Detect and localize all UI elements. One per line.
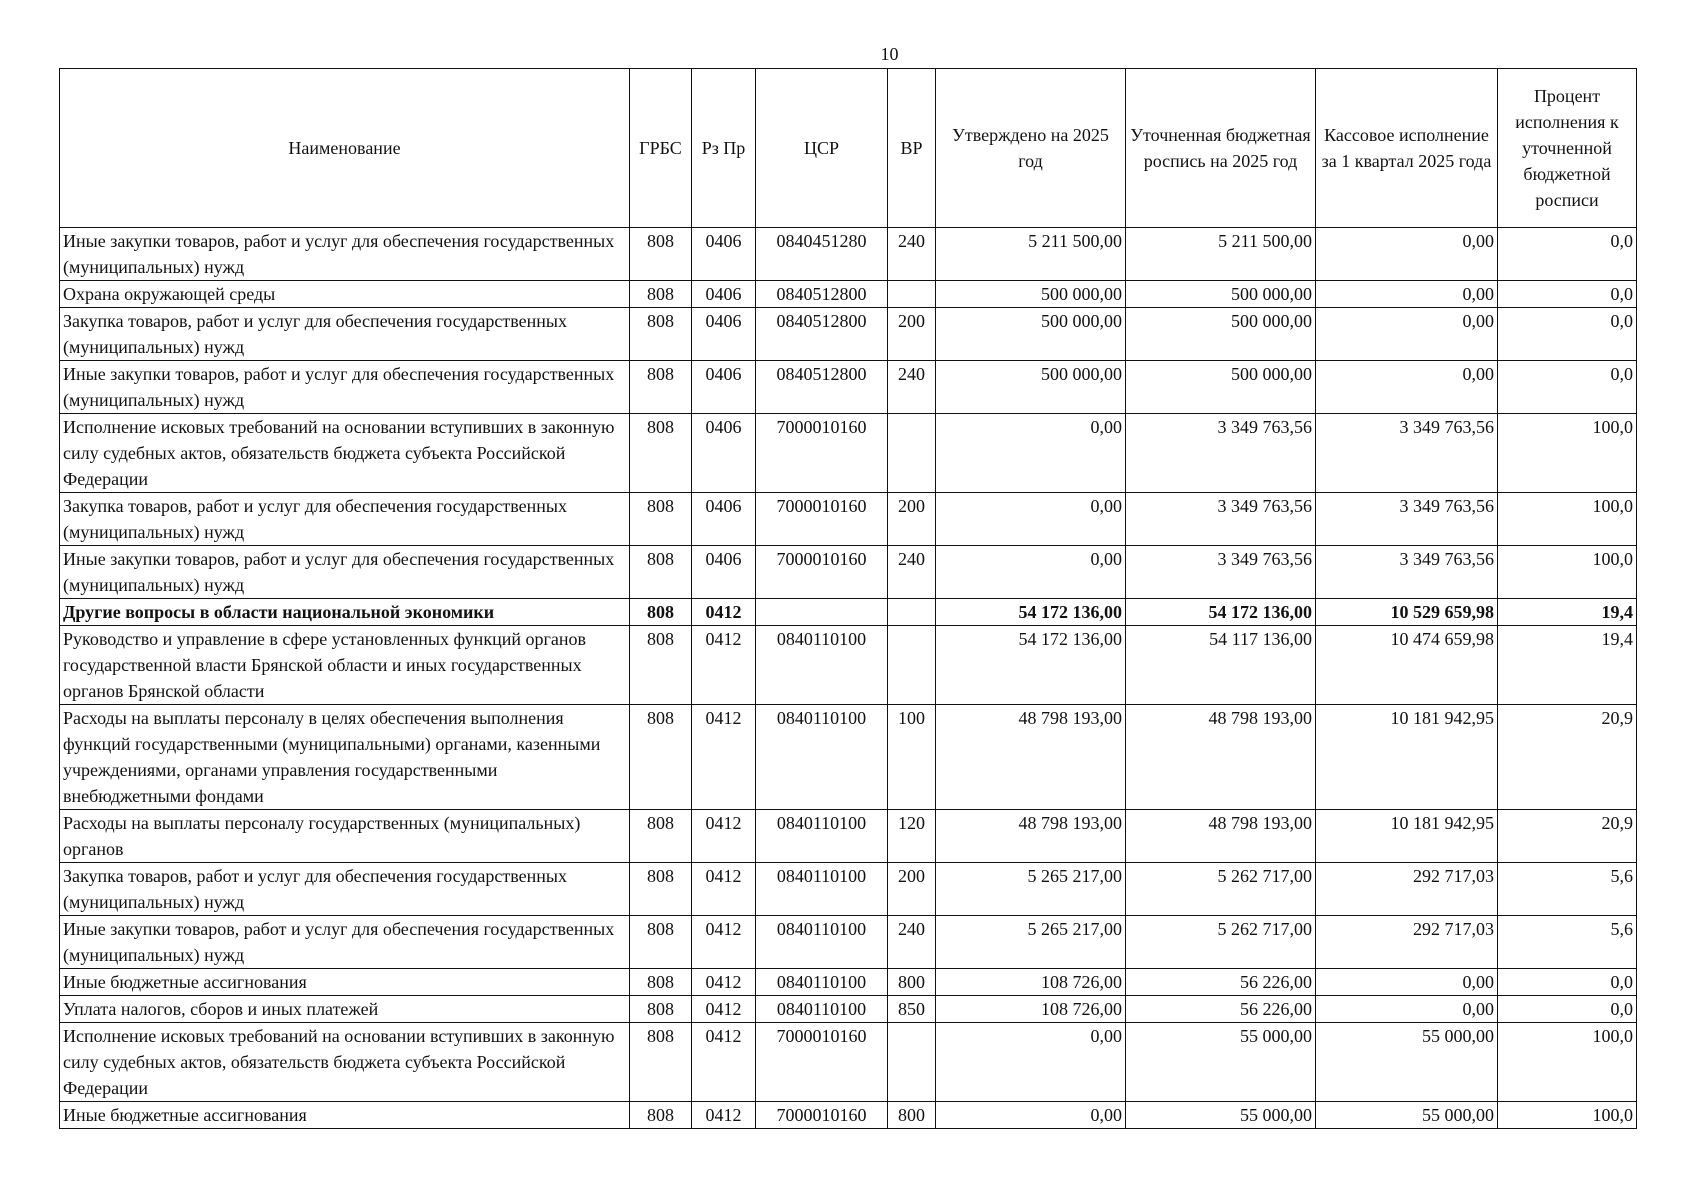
table-row: [60, 414, 1637, 493]
table-row: [60, 626, 1637, 705]
cell-percent: 19,4: [1498, 599, 1637, 626]
cell-refined: 48 798 193,00: [1126, 705, 1316, 810]
cell-rzpr: 0412: [692, 863, 756, 916]
table-row: [60, 308, 1637, 361]
cell-percent: 0,0: [1498, 361, 1637, 414]
cell-percent: 100,0: [1498, 414, 1637, 493]
cell-grbs: 808: [630, 599, 692, 626]
header-approved: Утверждено на 2025 год: [936, 69, 1126, 228]
cell-refined: 5 262 717,00: [1126, 863, 1316, 916]
cell-refined: 5 262 717,00: [1126, 916, 1316, 969]
cell-name: Иные закупки товаров, работ и услуг для обеспечения государственных (муниципальных) нужд: [60, 361, 630, 414]
cell-vr: 240: [888, 546, 936, 599]
cell-vr: 120: [888, 810, 936, 863]
cell-name: Охрана окружающей среды: [60, 281, 630, 308]
cell-name: Исполнение исковых требований на основании вступивших в законную силу судебных актов, обязательств бюджета субъекта Российской Федерации: [60, 1023, 630, 1102]
table-row: [60, 599, 1637, 626]
cell-cash: 0,00: [1316, 361, 1498, 414]
cell-cash: 292 717,03: [1316, 916, 1498, 969]
cell-cash: 3 349 763,56: [1316, 546, 1498, 599]
table-row: [60, 810, 1637, 863]
cell-approved: 500 000,00: [936, 308, 1126, 361]
cell-csr: 0840512800: [756, 361, 888, 414]
cell-grbs: 808: [630, 308, 692, 361]
cell-percent: 0,0: [1498, 281, 1637, 308]
cell-csr: 0840110100: [756, 916, 888, 969]
cell-approved: 54 172 136,00: [936, 626, 1126, 705]
cell-name: Иные закупки товаров, работ и услуг для обеспечения государственных (муниципальных) нужд: [60, 546, 630, 599]
cell-percent: 19,4: [1498, 626, 1637, 705]
cell-rzpr: 0406: [692, 493, 756, 546]
cell-approved: 48 798 193,00: [936, 705, 1126, 810]
table-row: [60, 546, 1637, 599]
header-rzpr: Рз Пр: [692, 69, 756, 228]
cell-grbs: 808: [630, 361, 692, 414]
cell-percent: 100,0: [1498, 1023, 1637, 1102]
cell-cash: 0,00: [1316, 996, 1498, 1023]
cell-percent: 5,6: [1498, 863, 1637, 916]
cell-rzpr: 0406: [692, 361, 756, 414]
cell-refined: 54 172 136,00: [1126, 599, 1316, 626]
cell-rzpr: 0412: [692, 969, 756, 996]
cell-percent: 0,0: [1498, 996, 1637, 1023]
cell-approved: 0,00: [936, 546, 1126, 599]
cell-vr: 240: [888, 916, 936, 969]
cell-name: Иные бюджетные ассигнования: [60, 969, 630, 996]
cell-rzpr: 0412: [692, 705, 756, 810]
cell-percent: 20,9: [1498, 810, 1637, 863]
cell-refined: 500 000,00: [1126, 308, 1316, 361]
cell-grbs: 808: [630, 996, 692, 1023]
cell-refined: 55 000,00: [1126, 1102, 1316, 1129]
cell-name: Иные закупки товаров, работ и услуг для обеспечения государственных (муниципальных) нужд: [60, 228, 630, 281]
cell-approved: 5 211 500,00: [936, 228, 1126, 281]
cell-name: Иные закупки товаров, работ и услуг для обеспечения государственных (муниципальных) нужд: [60, 916, 630, 969]
cell-refined: 56 226,00: [1126, 996, 1316, 1023]
table-row: [60, 493, 1637, 546]
cell-rzpr: 0406: [692, 546, 756, 599]
cell-rzpr: 0412: [692, 810, 756, 863]
cell-vr: 100: [888, 705, 936, 810]
cell-refined: 56 226,00: [1126, 969, 1316, 996]
cell-grbs: 808: [630, 281, 692, 308]
cell-csr: 7000010160: [756, 546, 888, 599]
cell-rzpr: 0406: [692, 414, 756, 493]
table-row: [60, 863, 1637, 916]
cell-refined: 48 798 193,00: [1126, 810, 1316, 863]
cell-vr: [888, 414, 936, 493]
cell-refined: 55 000,00: [1126, 1023, 1316, 1102]
cell-name: Расходы на выплаты персоналу в целях обеспечения выполнения функций государственными (муниципальными) органами, казенными учреждениями, органами управления государственными внебюджетными фондами: [60, 705, 630, 810]
cell-refined: 3 349 763,56: [1126, 414, 1316, 493]
cell-grbs: 808: [630, 546, 692, 599]
cell-rzpr: 0406: [692, 281, 756, 308]
cell-percent: 0,0: [1498, 969, 1637, 996]
cell-csr: 0840110100: [756, 810, 888, 863]
cell-approved: 500 000,00: [936, 361, 1126, 414]
cell-vr: 200: [888, 863, 936, 916]
cell-grbs: 808: [630, 810, 692, 863]
cell-grbs: 808: [630, 414, 692, 493]
cell-csr: 0840512800: [756, 308, 888, 361]
cell-percent: 100,0: [1498, 493, 1637, 546]
budget-execution-table: [59, 68, 1637, 1129]
table-row: [60, 1102, 1637, 1129]
cell-approved: 108 726,00: [936, 969, 1126, 996]
cell-grbs: 808: [630, 969, 692, 996]
cell-refined: 500 000,00: [1126, 281, 1316, 308]
cell-grbs: 808: [630, 705, 692, 810]
cell-csr: 7000010160: [756, 1023, 888, 1102]
cell-rzpr: 0412: [692, 626, 756, 705]
cell-refined: 5 211 500,00: [1126, 228, 1316, 281]
cell-grbs: 808: [630, 626, 692, 705]
cell-approved: 0,00: [936, 414, 1126, 493]
table-row: [60, 916, 1637, 969]
cell-csr: 7000010160: [756, 1102, 888, 1129]
cell-name: Уплата налогов, сборов и иных платежей: [60, 996, 630, 1023]
cell-percent: 0,0: [1498, 228, 1637, 281]
cell-csr: 0840110100: [756, 969, 888, 996]
cell-percent: 0,0: [1498, 308, 1637, 361]
cell-grbs: 808: [630, 1102, 692, 1129]
cell-rzpr: 0412: [692, 996, 756, 1023]
cell-percent: 100,0: [1498, 546, 1637, 599]
cell-cash: 0,00: [1316, 969, 1498, 996]
table-header-row: [60, 69, 1637, 228]
cell-grbs: 808: [630, 863, 692, 916]
cell-cash: 55 000,00: [1316, 1102, 1498, 1129]
table-row: [60, 705, 1637, 810]
cell-vr: [888, 281, 936, 308]
cell-name: Закупка товаров, работ и услуг для обеспечения государственных (муниципальных) нужд: [60, 493, 630, 546]
cell-cash: 10 181 942,95: [1316, 705, 1498, 810]
cell-vr: [888, 599, 936, 626]
cell-grbs: 808: [630, 493, 692, 546]
cell-cash: 10 474 659,98: [1316, 626, 1498, 705]
table-row: [60, 1023, 1637, 1102]
cell-vr: 200: [888, 308, 936, 361]
cell-refined: 3 349 763,56: [1126, 493, 1316, 546]
cell-rzpr: 0406: [692, 308, 756, 361]
table-body: [60, 228, 1637, 1129]
cell-vr: [888, 626, 936, 705]
cell-cash: 55 000,00: [1316, 1023, 1498, 1102]
cell-approved: 0,00: [936, 1023, 1126, 1102]
header-name: Наименование: [60, 69, 630, 228]
cell-grbs: 808: [630, 228, 692, 281]
cell-name: Исполнение исковых требований на основании вступивших в законную силу судебных актов, обязательств бюджета субъекта Российской Федерации: [60, 414, 630, 493]
cell-approved: 500 000,00: [936, 281, 1126, 308]
cell-csr: 0840110100: [756, 705, 888, 810]
cell-csr: 0840110100: [756, 626, 888, 705]
table-row: [60, 361, 1637, 414]
cell-grbs: 808: [630, 916, 692, 969]
cell-name: Расходы на выплаты персоналу государственных (муниципальных) органов: [60, 810, 630, 863]
cell-name: Закупка товаров, работ и услуг для обеспечения государственных (муниципальных) нужд: [60, 863, 630, 916]
cell-vr: 240: [888, 361, 936, 414]
cell-csr: 7000010160: [756, 414, 888, 493]
table-row: [60, 969, 1637, 996]
table-row: [60, 281, 1637, 308]
cell-approved: 108 726,00: [936, 996, 1126, 1023]
cell-csr: [756, 599, 888, 626]
cell-cash: 10 529 659,98: [1316, 599, 1498, 626]
header-percent: Процент исполнения к уточненной бюджетной росписи: [1498, 69, 1637, 228]
cell-cash: 0,00: [1316, 281, 1498, 308]
cell-refined: 54 117 136,00: [1126, 626, 1316, 705]
cell-approved: 48 798 193,00: [936, 810, 1126, 863]
cell-vr: [888, 1023, 936, 1102]
cell-cash: 0,00: [1316, 228, 1498, 281]
cell-percent: 5,6: [1498, 916, 1637, 969]
cell-rzpr: 0412: [692, 1102, 756, 1129]
cell-csr: 0840512800: [756, 281, 888, 308]
cell-csr: 0840110100: [756, 863, 888, 916]
cell-approved: 0,00: [936, 1102, 1126, 1129]
header-vr: ВР: [888, 69, 936, 228]
header-cash: Кассовое исполнение за 1 квартал 2025 года: [1316, 69, 1498, 228]
cell-vr: 850: [888, 996, 936, 1023]
table-row: [60, 228, 1637, 281]
cell-name: Иные бюджетные ассигнования: [60, 1102, 630, 1129]
cell-percent: 100,0: [1498, 1102, 1637, 1129]
cell-refined: 500 000,00: [1126, 361, 1316, 414]
cell-name: Руководство и управление в сфере установленных функций органов государственной власти Брянской области и иных государственных органов Брянской области: [60, 626, 630, 705]
page-number: 10: [880, 44, 899, 64]
cell-refined: 3 349 763,56: [1126, 546, 1316, 599]
cell-rzpr: 0412: [692, 599, 756, 626]
cell-cash: 3 349 763,56: [1316, 493, 1498, 546]
cell-rzpr: 0406: [692, 228, 756, 281]
cell-rzpr: 0412: [692, 1023, 756, 1102]
cell-vr: 240: [888, 228, 936, 281]
cell-approved: 5 265 217,00: [936, 916, 1126, 969]
cell-percent: 20,9: [1498, 705, 1637, 810]
cell-grbs: 808: [630, 1023, 692, 1102]
cell-vr: 800: [888, 1102, 936, 1129]
cell-cash: 10 181 942,95: [1316, 810, 1498, 863]
cell-name: Закупка товаров, работ и услуг для обеспечения государственных (муниципальных) нужд: [60, 308, 630, 361]
cell-cash: 3 349 763,56: [1316, 414, 1498, 493]
cell-cash: 0,00: [1316, 308, 1498, 361]
cell-approved: 5 265 217,00: [936, 863, 1126, 916]
cell-rzpr: 0412: [692, 916, 756, 969]
header-csr: ЦСР: [756, 69, 888, 228]
cell-approved: 54 172 136,00: [936, 599, 1126, 626]
cell-approved: 0,00: [936, 493, 1126, 546]
cell-vr: 800: [888, 969, 936, 996]
cell-csr: 7000010160: [756, 493, 888, 546]
cell-vr: 200: [888, 493, 936, 546]
header-refined: Уточненная бюджетная роспись на 2025 год: [1126, 69, 1316, 228]
cell-csr: 0840451280: [756, 228, 888, 281]
cell-name: Другие вопросы в области национальной экономики: [60, 599, 630, 626]
header-grbs: ГРБС: [630, 69, 692, 228]
table-row: [60, 996, 1637, 1023]
cell-csr: 0840110100: [756, 996, 888, 1023]
cell-cash: 292 717,03: [1316, 863, 1498, 916]
